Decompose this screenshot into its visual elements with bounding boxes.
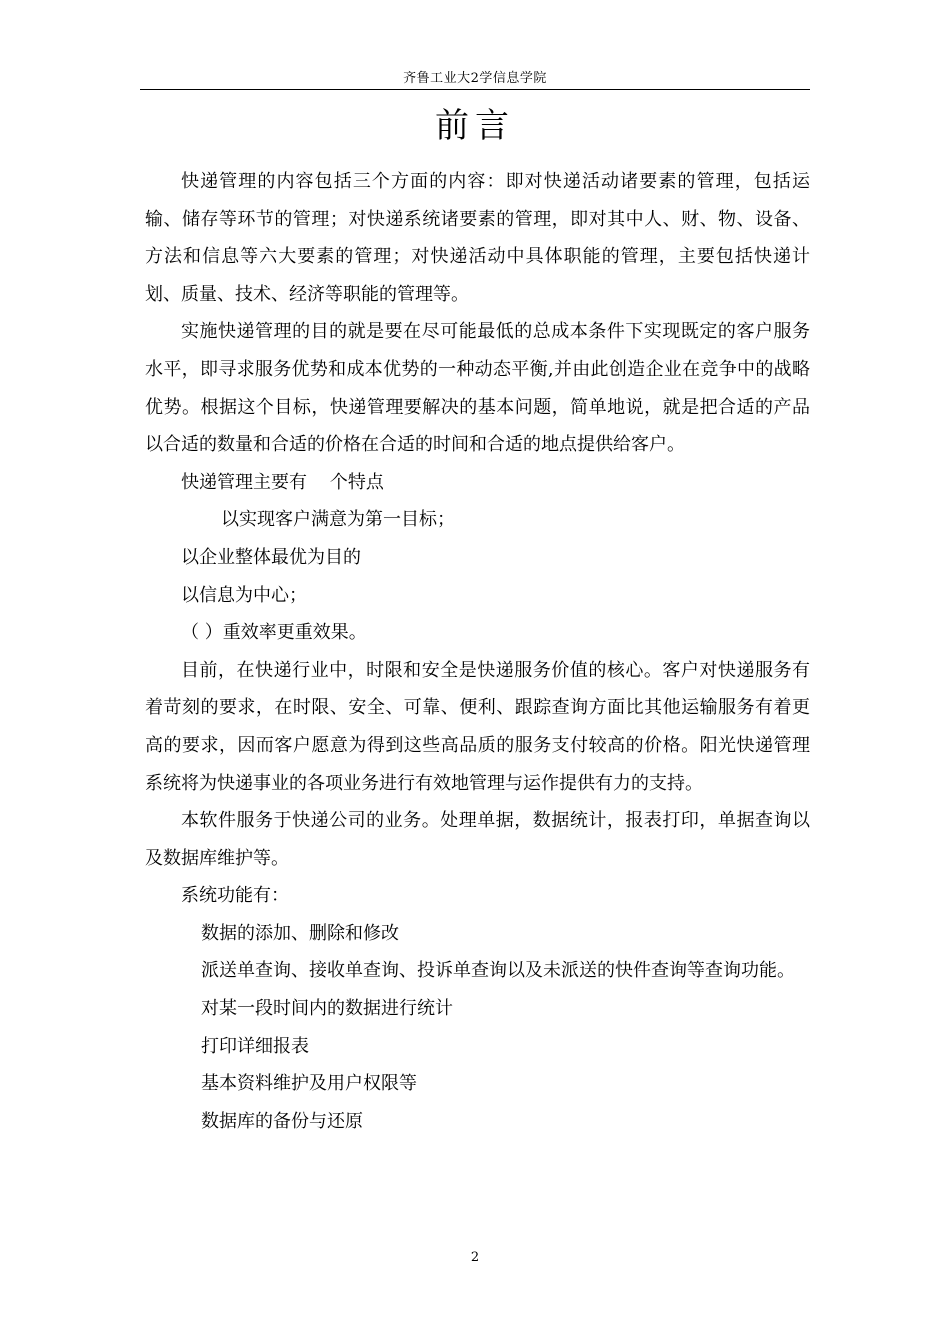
running-header: 齐鲁工业大2学信息学院 [403, 71, 547, 86]
function-item: 数据的添加、删除和修改 [201, 922, 399, 944]
document-body [145, 163, 810, 1140]
function-item: 数据库的备份与还原 [201, 1110, 363, 1132]
feature-item: （ ）重效率更重效果。 [181, 622, 367, 644]
feature-item: 以信息为中心； [181, 584, 307, 606]
function-item: 派送单查询、接收单查询、投诉单查询以及未派送的快件查询等查询功能。 [201, 960, 795, 982]
page-title: 前言 [435, 106, 515, 146]
paragraph-management-purpose: 实施快递管理的目的就是要在尽可能最低的总成本条件下实现既定的客户服务水平，即寻求服务优势和成本优势的一种动态平衡,并由此创造企业在竞争中的战略优势。根据这个目标，快递管理要解决的基本问题，简单地说，就是把合适的产品以合适的数量和合适的价格在合适的时间和合适的地点提供给客户。 [145, 321, 810, 456]
function-item: 打印详细报表 [201, 1035, 309, 1057]
page-number: 2 [470, 1250, 480, 1265]
paragraph-software-purpose: 本软件服务于快递公司的业务。处理单据，数据统计，报表打印，单据查询以及数据库维护等。 [145, 810, 810, 869]
header-divider [140, 89, 810, 90]
paragraph-industry-context: 目前，在快递行业中，时限和安全是快递服务价值的核心。客户对快递服务有着苛刻的要求，在时限、安全、可靠、便利、跟踪查询方面比其他运输服务有着更高的要求，因而客户愿意为得到这些高品质的服务支付较高的价格。阳光快递管理系统将为快递事业的各项业务进行有效地管理与运作提供有力的支持。 [145, 659, 810, 794]
function-item: 对某一段时间内的数据进行统计 [201, 998, 453, 1020]
system-functions-intro: 系统功能有： [181, 885, 289, 907]
paragraph-management-content: 快递管理的内容包括三个方面的内容：即对快递活动诸要素的管理，包括运输、储存等环节的管理；对快递系统诸要素的管理，即对其中人、财、物、设备、方法和信息等六大要素的管理；对快递活动中具体职能的管理，主要包括快递计划、质量、技术、经济等职能的管理等。 [145, 171, 810, 305]
features-intro: 快递管理主要有 个特点 [181, 471, 384, 493]
feature-item: 以企业整体最优为目的 [181, 546, 361, 568]
feature-item: 以实现客户满意为第一目标； [221, 509, 455, 531]
function-item: 基本资料维护及用户权限等 [201, 1073, 417, 1095]
